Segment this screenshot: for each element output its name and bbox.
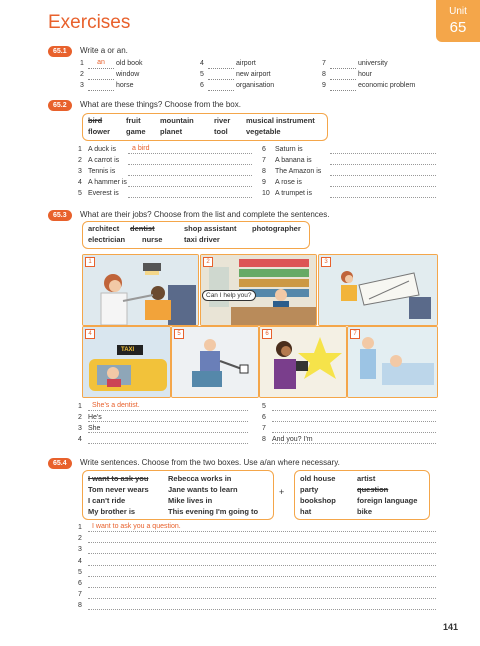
item-text: horse — [116, 82, 134, 89]
answer-line — [128, 164, 252, 165]
item-number: 7 — [78, 591, 82, 599]
answer-line — [88, 576, 436, 577]
box-word: party — [300, 485, 319, 494]
box-word: artist — [357, 474, 376, 483]
speech-bubble: Can I help you? — [202, 290, 256, 301]
answer-line — [88, 587, 436, 588]
item-number: 3 — [78, 546, 82, 554]
answer-text: I want to ask you a question. — [92, 523, 181, 530]
dentist-illustration — [83, 255, 198, 325]
instruction-65-2: What are these things? Choose from the box. — [80, 100, 241, 109]
box-word: I want to ask you — [88, 474, 149, 483]
item-number: 2 — [78, 535, 82, 543]
answer-blank — [88, 70, 114, 80]
item-number: 5 — [200, 71, 204, 78]
answer-blank — [208, 70, 234, 80]
item-number: 5 — [78, 568, 82, 576]
section-number-65-2: 65.2 — [48, 100, 72, 111]
box-word: electrician — [88, 235, 126, 244]
box-word: taxi driver — [184, 235, 220, 244]
item-prompt: She — [88, 425, 101, 432]
unit-number: 65 — [449, 19, 467, 36]
panel-number: 1 — [85, 257, 95, 267]
answer-line — [88, 531, 436, 532]
item-number: 10 — [262, 190, 270, 197]
panel-number: 7 — [350, 329, 360, 339]
item-number: 5 — [78, 190, 82, 197]
box-word: photographer — [252, 224, 301, 233]
item-number: 1 — [78, 524, 82, 531]
item-number: 5 — [262, 403, 266, 410]
item-number: 8 — [78, 602, 82, 610]
box-word: This evening I'm going to — [168, 507, 259, 516]
answer-line — [128, 175, 252, 176]
plus-sign: + — [279, 487, 285, 497]
item-number: 4 — [78, 557, 82, 565]
answer-blank — [88, 81, 114, 91]
item-text: airport — [236, 60, 256, 67]
taxi-sign: TAXI — [121, 347, 135, 353]
item-number: 8 — [262, 168, 266, 175]
answer-line — [272, 432, 436, 433]
answer-text: a bird — [132, 145, 150, 152]
box-word: game — [126, 127, 146, 136]
box-word: Jane wants to learn — [168, 485, 238, 494]
box-word: river — [214, 116, 231, 125]
panel-number: 2 — [203, 257, 213, 267]
picture-panel-5 — [171, 326, 259, 398]
box-word: My brother is — [88, 507, 136, 516]
item-number: 3 — [78, 168, 82, 175]
item-number: 4 — [200, 60, 204, 67]
picture-panel-6 — [259, 326, 347, 398]
box-word: fruit — [126, 116, 141, 125]
item-number: 4 — [78, 436, 82, 443]
box-word: bookshop — [300, 496, 336, 505]
answer-line — [88, 598, 436, 599]
item-question: The Amazon is — [275, 168, 322, 175]
item-text: window — [116, 71, 140, 78]
item-text: university — [358, 60, 388, 67]
item-number: 6 — [262, 414, 266, 421]
item-text: hour — [358, 71, 373, 78]
item-number: 7 — [262, 157, 266, 164]
box-word: old house — [300, 474, 336, 483]
item-question: A rose is — [275, 179, 302, 186]
item-number: 1 — [80, 60, 84, 67]
box-word: bird — [88, 116, 103, 125]
nurse-illustration — [348, 327, 437, 397]
panel-number: 5 — [174, 329, 184, 339]
item-text: old book — [116, 60, 143, 67]
box-word: mountain — [160, 116, 194, 125]
item-text: organisation — [236, 82, 275, 89]
box-word: hat — [300, 507, 312, 516]
panel-number: 4 — [85, 329, 95, 339]
item-number: 6 — [262, 146, 266, 153]
answer-line — [88, 553, 436, 554]
box-word: Mike lives in — [168, 496, 213, 505]
item-question: A duck is — [88, 146, 117, 153]
item-number: 1 — [78, 146, 82, 153]
answer-line — [128, 186, 252, 187]
item-question: A carrot is — [88, 157, 120, 164]
box-word: Tom never wears — [88, 485, 149, 494]
item-question: A banana is — [275, 157, 312, 164]
item-number: 4 — [78, 179, 82, 186]
item-number: 2 — [80, 71, 84, 78]
answer-blank — [208, 59, 234, 69]
answer-line — [88, 432, 248, 433]
item-question: Saturn is — [275, 146, 303, 153]
item-number: 6 — [200, 82, 204, 89]
panel-number: 6 — [262, 329, 272, 339]
item-question: Tennis is — [88, 168, 116, 175]
instruction-65-3: What are their jobs? Choose from the list and complete the sentences. — [80, 210, 330, 219]
picture-panel-3 — [318, 254, 438, 326]
picture-panel-4 — [82, 326, 171, 398]
box-word: musical instrument — [246, 116, 315, 125]
item-number: 9 — [322, 82, 326, 89]
taxi-illustration — [83, 327, 170, 397]
answer-line — [128, 153, 252, 154]
answer-line — [128, 197, 252, 198]
page-title: Exercises — [48, 12, 131, 33]
answer-line — [330, 153, 436, 154]
answer-line — [330, 175, 436, 176]
box-word: shop assistant — [184, 224, 237, 233]
photographer-illustration — [260, 327, 346, 397]
item-number: 2 — [78, 157, 82, 164]
answer-line — [272, 421, 436, 422]
answer-line — [88, 542, 436, 543]
unit-label: Unit — [449, 6, 467, 17]
box-word: nurse — [142, 235, 163, 244]
box-word: foreign language — [357, 496, 418, 505]
box-word: vegetable — [246, 127, 281, 136]
unit-badge — [436, 0, 480, 42]
item-number: 8 — [262, 436, 266, 443]
item-number: 3 — [78, 425, 82, 432]
box-word: flower — [88, 127, 111, 136]
item-number: 1 — [78, 403, 82, 410]
answer-line — [88, 443, 248, 444]
item-prompt: And you? I'm — [272, 436, 313, 443]
answer-line — [88, 609, 436, 610]
answer-blank — [208, 81, 234, 91]
box-word: dentist — [130, 224, 155, 233]
box-word: I can't ride — [88, 496, 126, 505]
page-number: 141 — [442, 622, 458, 632]
section-number-65-4: 65.4 — [48, 458, 72, 469]
item-question: Everest is — [88, 190, 119, 197]
panel-number: 3 — [321, 257, 331, 267]
answer-blank: an — [88, 59, 114, 69]
box-word: architect — [88, 224, 120, 233]
section-number-65-3: 65.3 — [48, 210, 72, 221]
answer-line — [88, 565, 436, 566]
item-question: A hammer is — [88, 179, 127, 186]
item-number: 7 — [322, 60, 326, 67]
box-word: question — [357, 485, 389, 494]
item-text: new airport — [236, 71, 271, 78]
answer-line — [88, 410, 248, 411]
box-word: planet — [160, 127, 183, 136]
answer-line — [88, 421, 248, 422]
box-word: tool — [214, 127, 228, 136]
answer-line — [330, 186, 436, 187]
item-number: 7 — [262, 425, 266, 432]
answer-text: She's a dentist. — [92, 402, 140, 409]
item-number: 2 — [78, 414, 82, 421]
item-text: economic problem — [358, 82, 416, 89]
box-word: bike — [357, 507, 373, 516]
answer-line — [330, 197, 436, 198]
item-prompt: He's — [88, 414, 102, 421]
item-number: 9 — [262, 179, 266, 186]
instruction-65-4: Write sentences. Choose from the two boxes. Use a/an where necessary. — [80, 458, 340, 467]
answer-blank — [330, 59, 356, 69]
instruction-65-1: Write a or an. — [80, 46, 128, 55]
architect-illustration — [319, 255, 437, 325]
answer-line — [272, 443, 436, 444]
answer-line — [272, 410, 436, 411]
answer-blank — [330, 81, 356, 91]
picture-panel-1 — [82, 254, 199, 326]
picture-panel-7 — [347, 326, 438, 398]
box-word: Rebecca works in — [168, 474, 232, 483]
answer-blank — [330, 70, 356, 80]
answer-line — [330, 164, 436, 165]
item-question: A trumpet is — [275, 190, 312, 197]
section-number-65-1: 65.1 — [48, 46, 72, 57]
item-number: 3 — [80, 82, 84, 89]
item-number: 8 — [322, 71, 326, 78]
electrician-illustration — [172, 327, 258, 397]
item-number: 6 — [78, 580, 82, 587]
